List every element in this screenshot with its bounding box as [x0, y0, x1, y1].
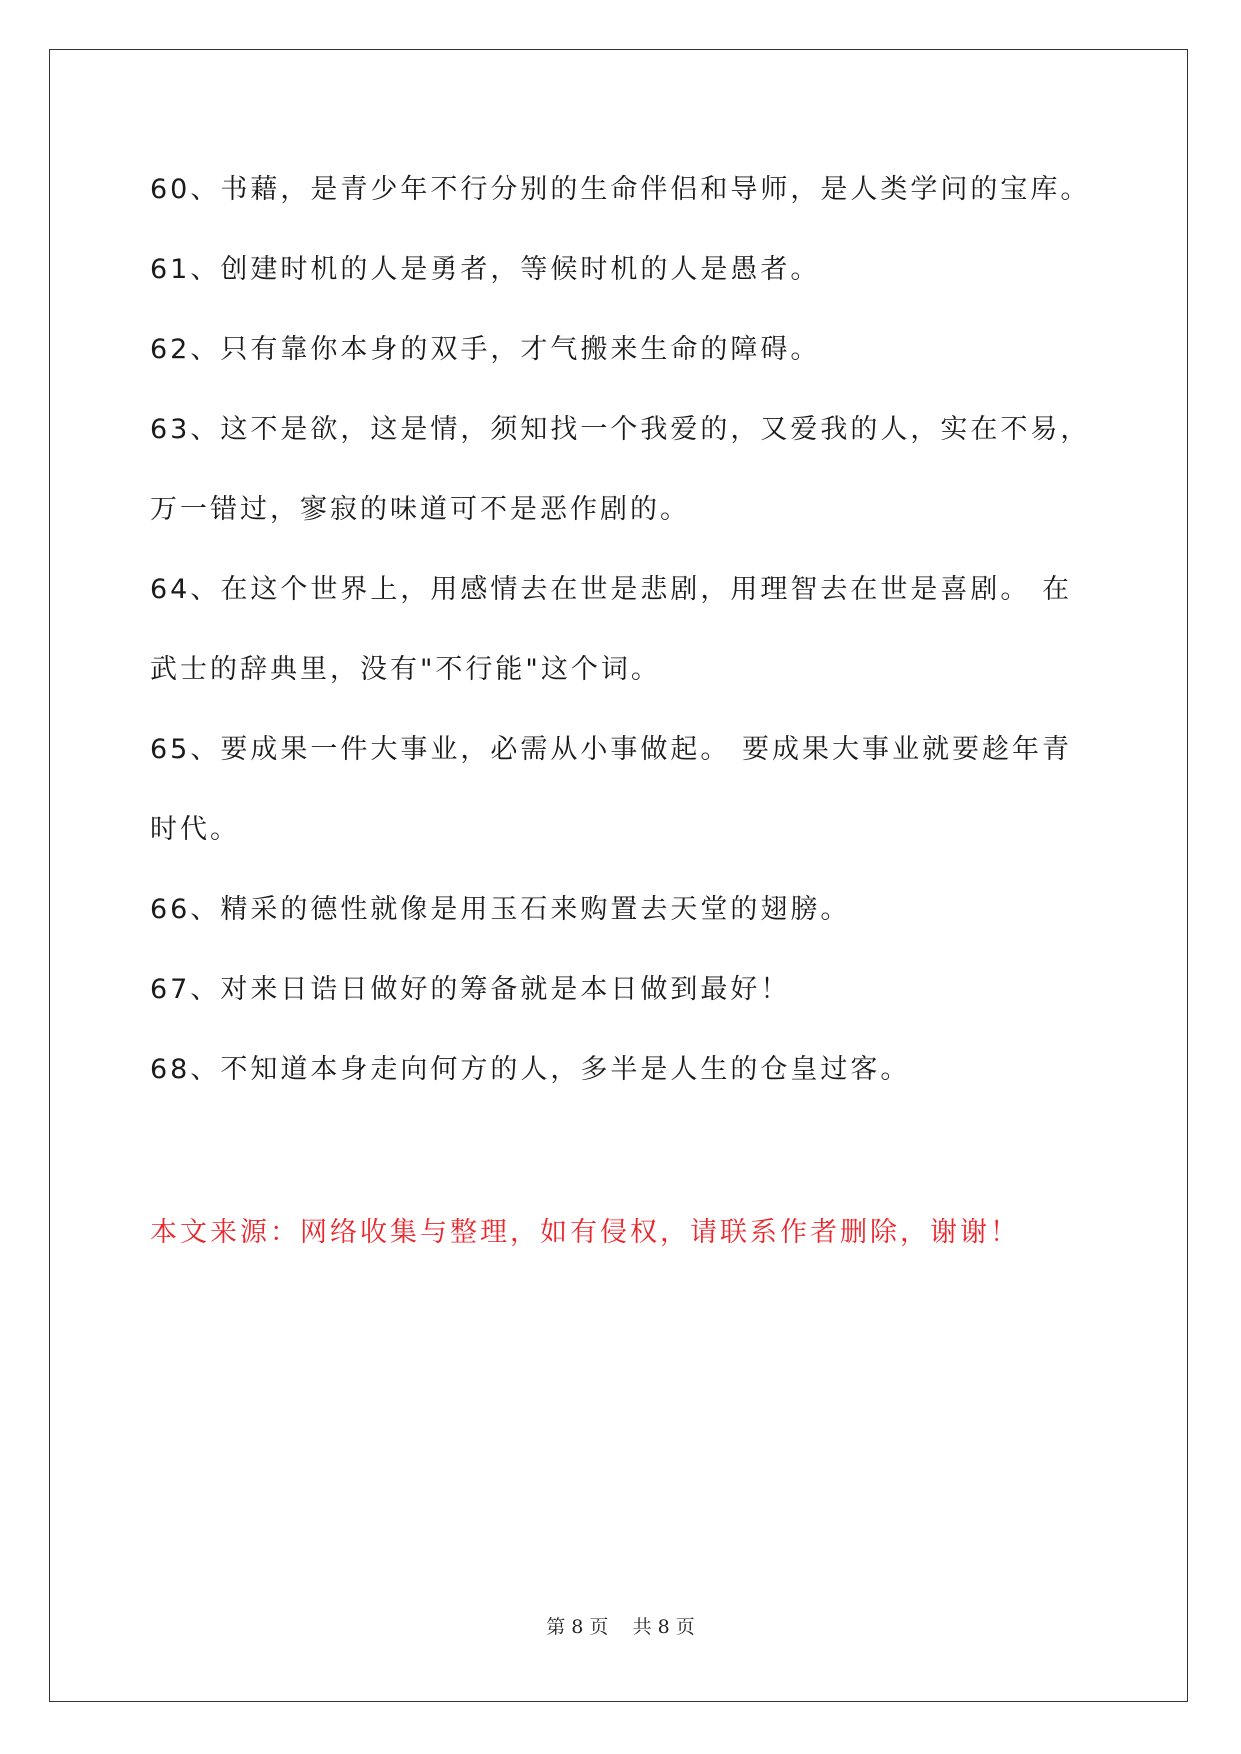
- paragraph-line: 64、在这个世界上，用感情去在世是悲剧，用理智去在世是喜剧。 在: [150, 574, 1072, 605]
- paragraph-63: [150, 390, 1100, 550]
- paragraph-60: [150, 150, 1100, 230]
- document-body: [150, 150, 1100, 1110]
- paragraph-61: [150, 230, 1100, 310]
- paragraph-65: [150, 710, 1100, 870]
- paragraph-line: 68、不知道本身走向何方的人，多半是人生的仓皇过客。: [150, 1054, 911, 1085]
- paragraph-line: 万一错过，寥寂的味道可不是恶作剧的。: [150, 494, 690, 525]
- paragraph-line: 67、对来日诰日做好的筹备就是本日做到最好！: [150, 974, 791, 1005]
- paragraph-67: [150, 950, 1100, 1030]
- paragraph-line: 武士的辞典里，没有"不行能"这个词。: [150, 654, 661, 685]
- paragraph-66: [150, 870, 1100, 950]
- paragraph-line: 62、只有靠你本身的双手，才气搬来生命的障碍。: [150, 334, 821, 365]
- paragraph-line: 60、书藉，是青少年不行分别的生命伴侣和导师，是人类学问的宝库。: [150, 174, 1091, 205]
- paragraph-line: 65、要成果一件大事业，必需从小事做起。 要成果大事业就要趁年青: [150, 734, 1072, 765]
- source-note: 本文来源：网络收集与整理，如有侵权，请联系作者删除，谢谢！: [150, 1217, 1020, 1248]
- paragraph-62: [150, 310, 1100, 390]
- paragraph-68: [150, 1030, 1100, 1110]
- page-footer: 第 8 页 共 8 页: [546, 1616, 695, 1638]
- paragraph-line: 66、精采的德性就像是用玉石来购置去天堂的翅膀。: [150, 894, 851, 925]
- paragraph-64: [150, 550, 1100, 710]
- paragraph-line: 63、这不是欲，这是情，须知找一个我爱的，又爱我的人，实在不易，: [150, 414, 1091, 445]
- paragraph-line: 时代。: [150, 814, 240, 845]
- paragraph-line: 61、创建时机的人是勇者，等候时机的人是愚者。: [150, 254, 821, 285]
